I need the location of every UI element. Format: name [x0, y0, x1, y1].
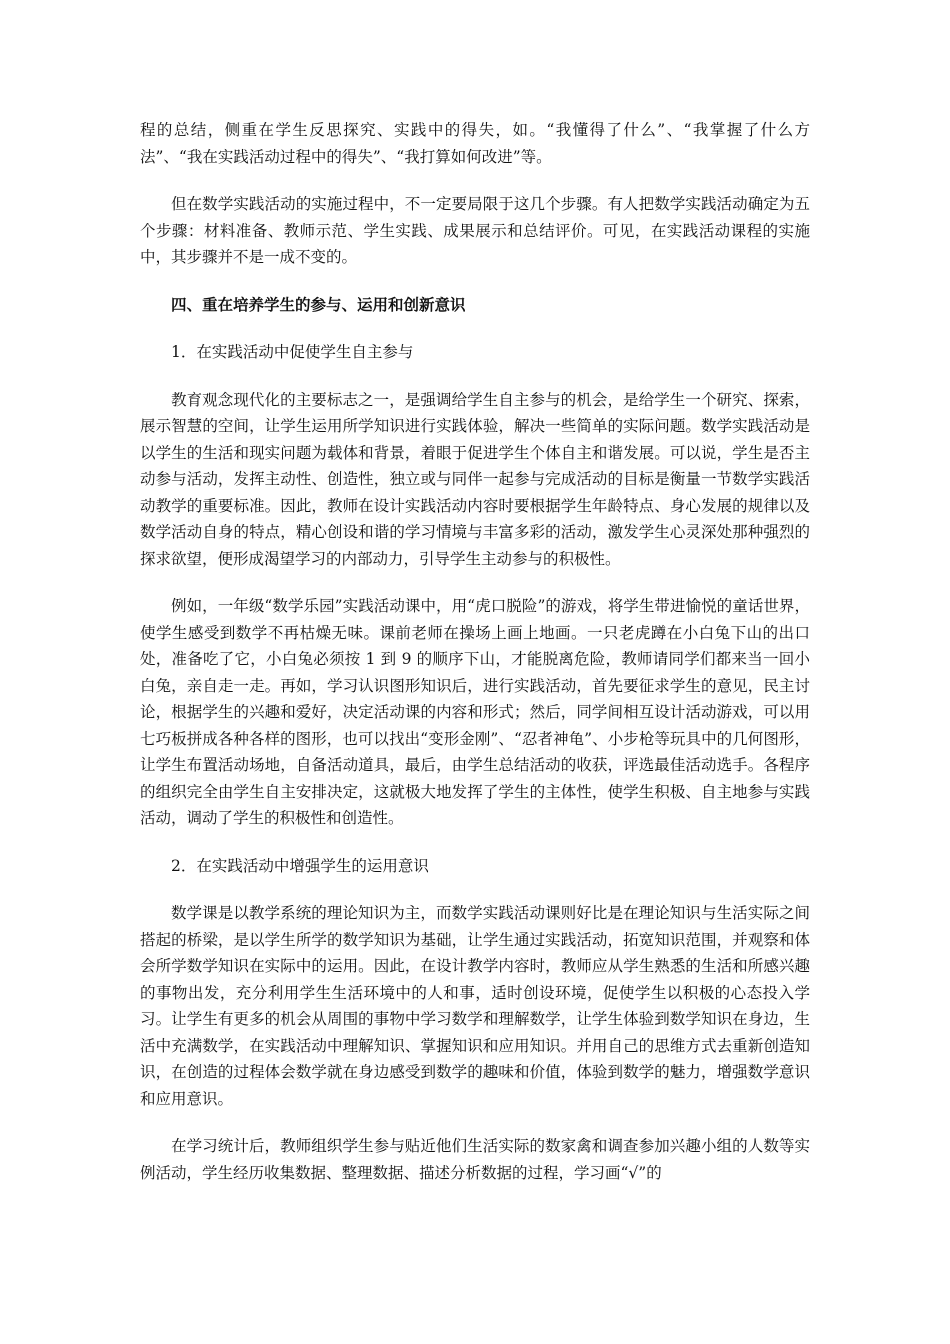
subheading-2: 2．在实践活动中增强学生的运用意识 [171, 856, 429, 875]
paragraph-2: 但在数学实践活动的实施过程中，不一定要局限于这几个步骤。有人把数学实践活动确定为五个步骤：材料准备、教师示范、学生实践、成果展示和总结评价。可见，在实践活动课程的实施中，其步骤并不是一成不变的。 [140, 195, 810, 266]
paragraph-1: 程的总结，侧重在学生反思探究、实践中的得失，如。“我懂得了什么”、“我掌握了什么方法”、“我在实践活动过程中的得失”、“我打算如何改进”等。 [140, 121, 810, 166]
paragraph-5: 数学课是以教学系统的理论知识为主，而数学实践活动课则好比是在理论知识与生活实际之间搭起的桥梁，是以学生所学的数学知识为基础，让学生通过实践活动，拓宽知识范围，并观察和体会所学数学知识在实际中的运用。因此，在设计教学内容时，教师应从学生熟悉的生活和所感兴趣的事物出发，充分利用学生生活环境中的人和事，适时创设环境，促使学生以积极的心态投入学习。让学生有更多的机会从周围的事物中学习数学和理解数学，让学生体验到数学知识在身边，生活中充满数学，在实践活动中理解知识、掌握知识和应用知识。并用自己的思维方式去重新创造知识，在创造的过程体会数学就在身边感受到数学的趣味和价值，体验到数学的魅力，增强数学意识和应用意识。 [140, 904, 810, 1108]
paragraph-3: 教育观念现代化的主要标志之一，是强调给学生自主参与的机会，是给学生一个研究、探索，展示智慧的空间，让学生运用所学知识进行实践体验，解决一些简单的实际问题。数学实践活动是以学生的生活和现实问题为载体和背景，着眼于促进学生个体自主和谐发展。可以说，学生是否主动参与活动，发挥主动性、创造性，独立或与同伴一起参与完成活动的目标是衡量一节数学实践活动教学的重要标准。因此，教师在设计实践活动内容时要根据学生年龄特点、身心发展的规律以及数学活动自身的特点，精心创设和谐的学习情境与丰富多彩的活动，激发学生心灵深处那种强烈的探求欲望，便形成渴望学习的内部动力，引导学生主动参与的积极性。 [140, 390, 810, 568]
paragraph-4: 例如，一年级“数学乐园”实践活动课中，用“虎口脱险”的游戏，将学生带进愉悦的童话世界，使学生感受到数学不再枯燥无味。课前老师在操场上画上地画。一只老虎蹲在小白兔下山的出口处，准备吃了它，小白兔必须按 1 到 9 的顺序下山，才能脱离危险，教师请同学们都来当一回小白兔，亲自走一走。再如，学习认识图形知识后，进行实践活动，首先要征求学生的意见，民主讨论，根据学生的兴趣和爱好，决定活动课的内容和形式；然后，同学间相互设计活动游戏，可以用七巧板拼成各种各样的图形，也可以找出“变形金刚”、“忍者神龟”、小步枪等玩具中的几何图形，让学生布置活动场地，自备活动道具，最后，由学生总结活动的收获，评选最佳活动选手。各程序的组织完全由学生自主安排决定，这就极大地发挥了学生的主体性，使学生积极、自主地参与实践活动，调动了学生的积极性和创造性。 [140, 597, 810, 827]
section-heading-4: 四、重在培养学生的参与、运用和创新意识 [171, 294, 466, 314]
subheading-1: 1．在实践活动中促使学生自主参与 [171, 343, 414, 361]
paragraph-6: 在学习统计后，教师组织学生参与贴近他们生活实际的数家禽和调查参加兴趣小组的人数等实例活动，学生经历收集数据、整理数据、描述分析数据的过程，学习画“√”的 [140, 1137, 810, 1182]
